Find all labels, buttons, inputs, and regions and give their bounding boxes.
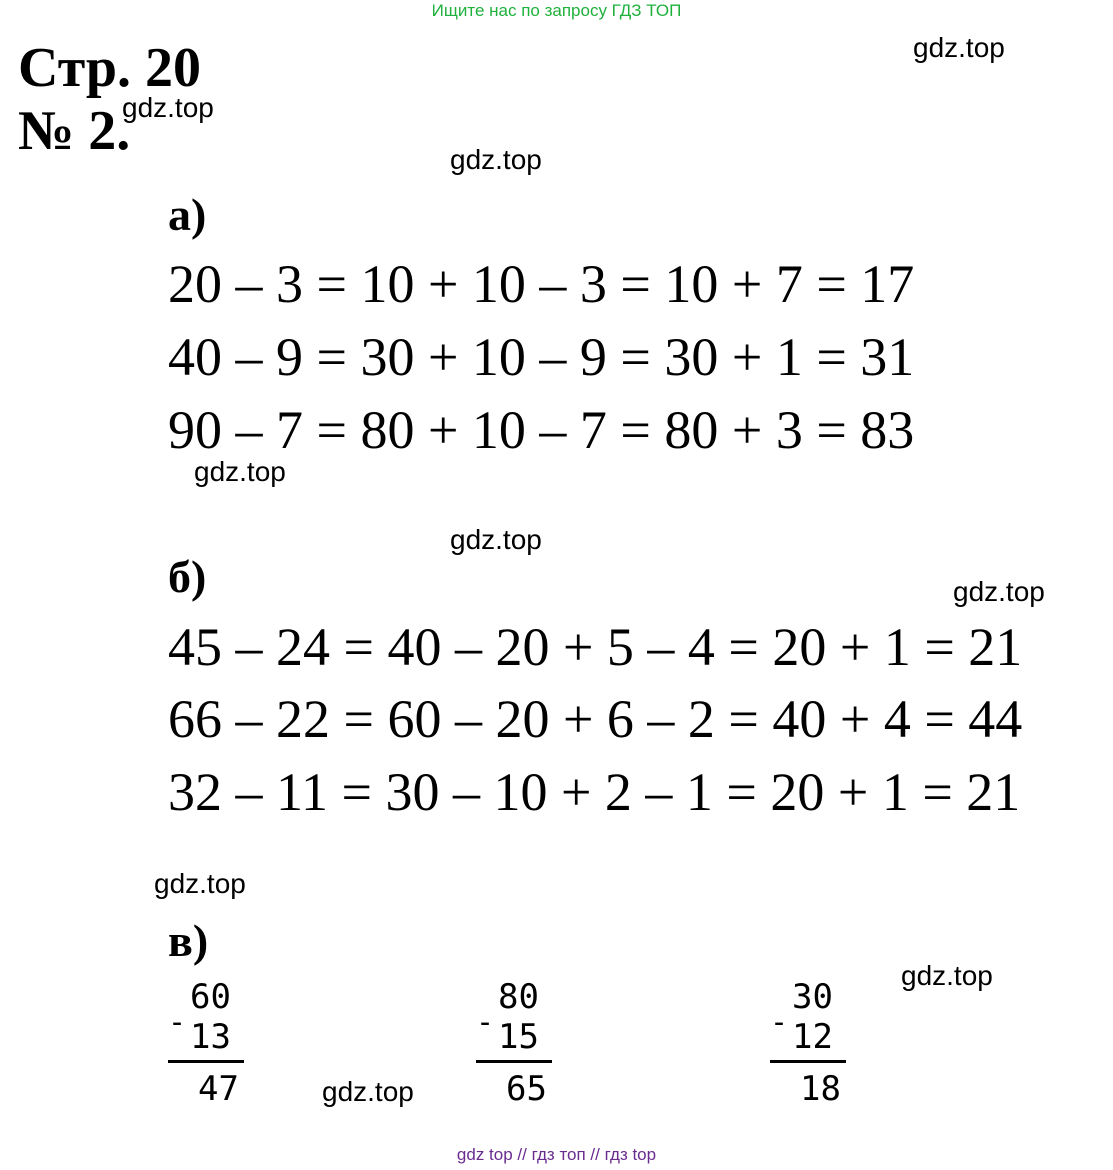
- column-subtraction: [770, 977, 850, 1109]
- exercise-number: № 2.: [18, 100, 131, 162]
- equation-line: 40 – 9 = 30 + 10 – 9 = 30 + 1 = 31: [168, 327, 915, 387]
- minus-sign: -: [476, 1005, 495, 1040]
- watermark: gdz.top: [913, 32, 1005, 63]
- subtrahend: 15: [498, 1017, 539, 1057]
- watermark: gdz.top: [901, 960, 993, 991]
- part-b-label: б): [168, 551, 207, 602]
- minuend: 60: [190, 977, 231, 1017]
- equation-line: 20 – 3 = 10 + 10 – 3 = 10 + 7 = 17: [168, 254, 915, 314]
- difference: 18: [800, 1069, 841, 1109]
- column-subtraction: [168, 977, 248, 1109]
- watermark: gdz.top: [450, 524, 542, 555]
- minuend: 30: [792, 977, 833, 1017]
- minuend: 80: [498, 977, 539, 1017]
- watermark: gdz.top: [953, 576, 1045, 607]
- column-subtraction: [476, 977, 556, 1109]
- minus-sign: -: [770, 1005, 789, 1040]
- result-line: [168, 1060, 244, 1063]
- top-banner: Ищите нас по запросу ГДЗ ТОП: [431, 1, 682, 20]
- subtrahend: 13: [190, 1017, 231, 1057]
- footer-links: gdz top // гдз топ // гдз top: [456, 1145, 657, 1164]
- result-line: [770, 1060, 846, 1063]
- difference: 65: [506, 1069, 547, 1109]
- subtrahend: 12: [792, 1017, 833, 1057]
- equation-line: 66 – 22 = 60 – 20 + 6 – 2 = 40 + 4 = 44: [168, 689, 1023, 749]
- equation-line: 32 – 11 = 30 – 10 + 2 – 1 = 20 + 1 = 21: [168, 762, 1021, 822]
- minus-sign: -: [168, 1005, 187, 1040]
- difference: 47: [198, 1069, 239, 1109]
- watermark: gdz.top: [322, 1076, 414, 1107]
- watermark: gdz.top: [122, 92, 214, 123]
- watermark: gdz.top: [450, 144, 542, 175]
- equation-line: 90 – 7 = 80 + 10 – 7 = 80 + 3 = 83: [168, 400, 915, 460]
- watermark: gdz.top: [194, 456, 286, 487]
- result-line: [476, 1060, 552, 1063]
- equation-line: 45 – 24 = 40 – 20 + 5 – 4 = 20 + 1 = 21: [168, 617, 1023, 677]
- part-c-label: в): [168, 915, 209, 966]
- part-a-label: а): [168, 189, 207, 240]
- watermark: gdz.top: [154, 868, 246, 899]
- page-title: Стр. 20: [18, 37, 202, 99]
